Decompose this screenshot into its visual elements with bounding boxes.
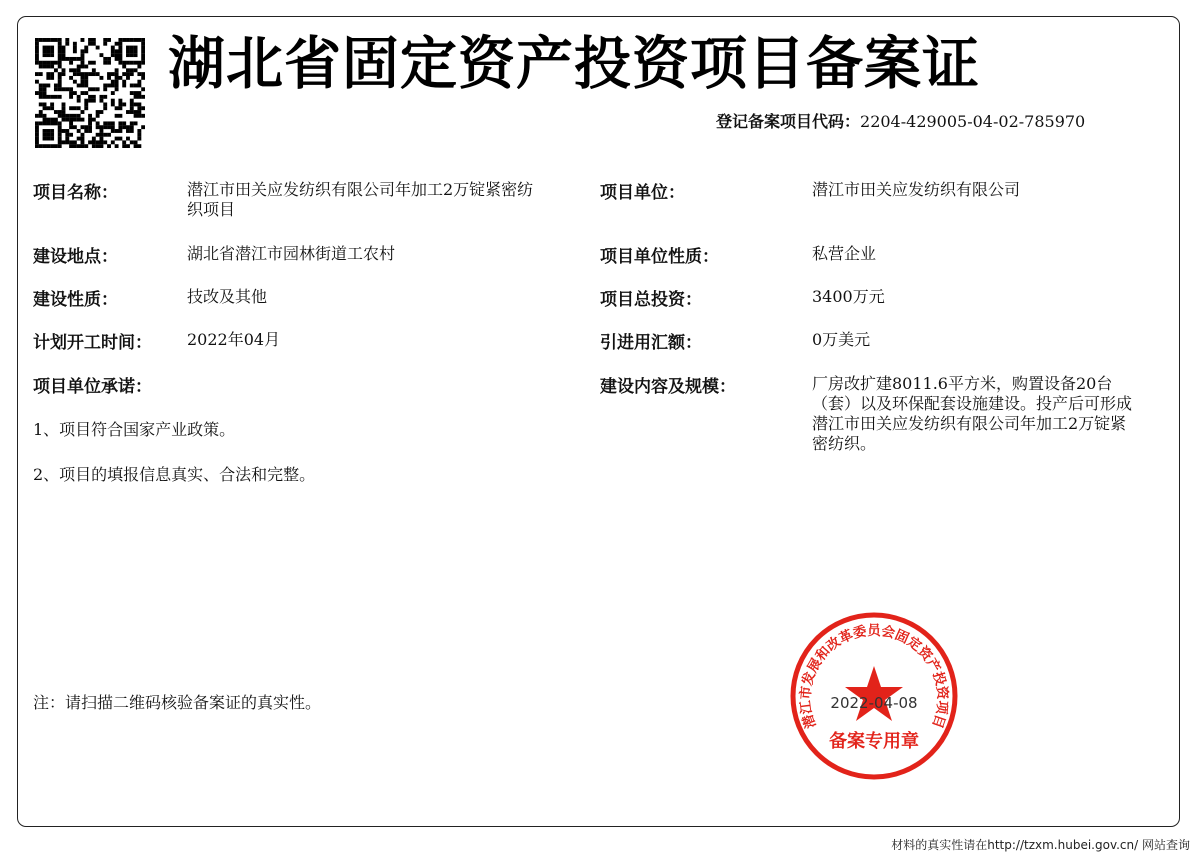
qr-code-icon[interactable] — [35, 38, 145, 148]
seal-date: 2022-04-08 — [830, 694, 918, 712]
start-time-label: 计划开工时间： — [33, 333, 152, 353]
location-label: 建设地点： — [33, 247, 118, 267]
start-time-value: 2022年04月 — [187, 330, 281, 349]
commitment-item-2: 2、项目的填报信息真实、合法和完整。 — [33, 465, 316, 484]
certificate-title: 湖北省固定资产投资项目备案证 — [168, 31, 980, 97]
seal-ring-text: 潜江市发展和改革委员会固定资产投资项目 — [797, 623, 951, 731]
verification-note: 注：请扫描二维码核验备案证的真实性。 — [33, 693, 322, 712]
unit-nature-label: 项目单位性质： — [600, 247, 719, 267]
foreign-exchange-value: 0万美元 — [812, 330, 871, 349]
total-investment-value: 3400万元 — [812, 287, 885, 306]
seal-bottom-text: 备案专用章 — [829, 731, 919, 752]
commitment-item-1: 1、项目符合国家产业政策。 — [33, 420, 236, 439]
location-value: 湖北省潜江市园林街道工农村 — [187, 244, 396, 263]
foreign-exchange-label: 引进用汇额： — [600, 333, 702, 353]
total-investment-label: 项目总投资： — [600, 290, 702, 310]
project-unit-value: 潜江市田关应发纺织有限公司 — [812, 180, 1021, 199]
project-code-label: 登记备案项目代码： — [716, 112, 861, 131]
footer-note: 材料的真实性请在http://tzxm.hubei.gov.cn/ 网站查询 — [891, 838, 1190, 852]
project-unit-label: 项目单位： — [600, 183, 685, 203]
construction-nature-label: 建设性质： — [33, 290, 118, 310]
content-scale-value: 厂房改扩建8011.6平方米，购置设备20台（套）以及环保配套设施建设。投产后可形成潜江市田关应发纺织有限公司年加工2万锭紧密纺织。 — [812, 374, 1133, 453]
unit-nature-value: 私营企业 — [812, 244, 877, 263]
construction-nature-value: 技改及其他 — [187, 287, 268, 306]
project-name-value: 潜江市田关应发纺织有限公司年加工2万锭紧密纺织项目 — [187, 180, 534, 219]
project-code — [716, 109, 1085, 132]
content-scale-label: 建设内容及规模： — [600, 377, 736, 397]
project-code-value: 2204-429005-04-02-785970 — [860, 112, 1086, 131]
commitment-label: 项目单位承诺： — [33, 377, 152, 397]
project-name-label: 项目名称： — [33, 183, 118, 203]
official-seal-icon — [788, 610, 960, 782]
